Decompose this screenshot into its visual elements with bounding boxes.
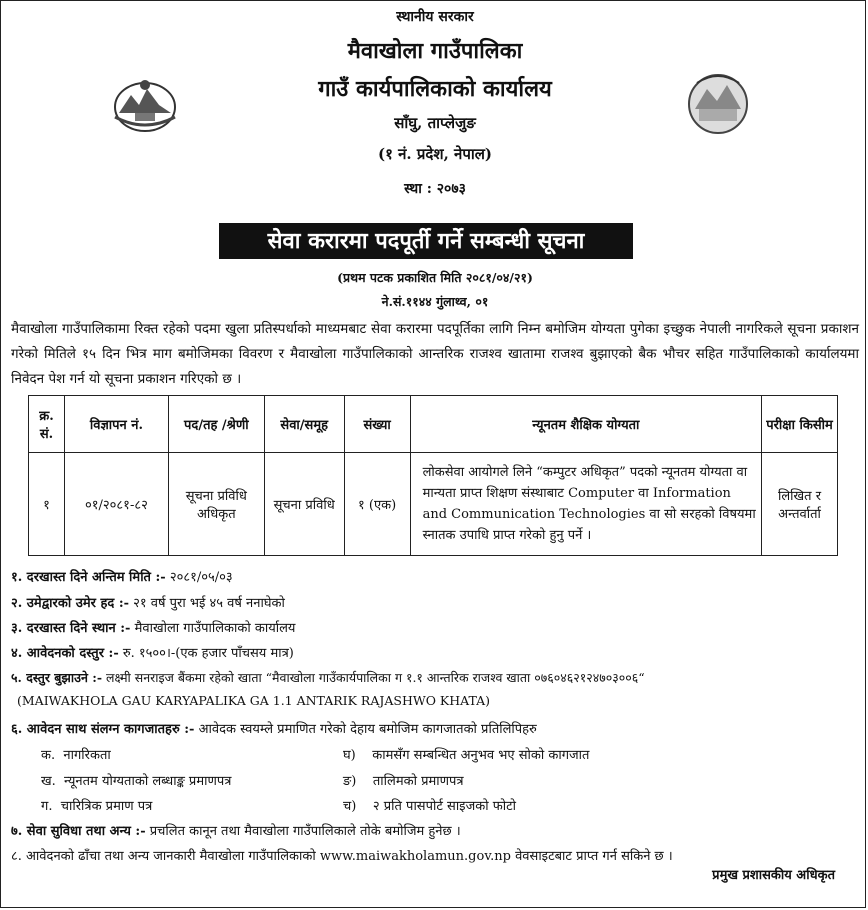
- published-date: (प्रथम पटक प्रकाशित मिति २०८१/०४/२१): [337, 270, 533, 285]
- doc-key: क.: [41, 748, 56, 763]
- doc-item: [343, 771, 464, 789]
- cell-count: १ (एक): [344, 453, 410, 556]
- note-value: प्रचलित कानून तथा मैवाखोला गाउँपालिकाले तोके बमोजिम हुनेछ ।: [145, 824, 461, 839]
- note-payment: [11, 669, 645, 686]
- doc-text: कामसँग सम्बन्धित अनुभव भए सोको कागजात: [372, 748, 590, 763]
- header-province: (१ नं. प्रदेश, नेपाल): [377, 145, 493, 163]
- note-label: ५. दस्तुर बुझाउने :-: [11, 670, 103, 685]
- note-fee: [11, 643, 294, 661]
- vacancy-table: [28, 395, 838, 556]
- note-website: ८. आवेदनको ढाँचा तथा अन्य जानकारी मैवाखोला गाउँपालिकाको www.maiwakholamun.gov.np वेवसाइटबाट प्राप्त गर्न सकिने छ ।: [11, 849, 673, 864]
- doc-text: २ प्रति पासपोर्ट साइजको फोटो: [372, 799, 517, 814]
- doc-text: चारित्रिक प्रमाण पत्र: [60, 799, 153, 814]
- intro-paragraph: मैवाखोला गाउँपालिकामा रिक्त रहेको पदमा खुला प्रतिस्पर्धाको माध्यमबाट सेवा करारमा पदपूर्तिका लागि निम्न बमोजिम योग्यता पुगेका इच्छुक नेपाली नागरिकले सूचना प्रकाशन गरेको मितिले १५ दिन भित्र माग बमोजिमका विवरण र मैवाखोला गाउँपालिकाको आन्तरिक राजश्व खातामा राजश्व बुझाएको बैक भौचर सहित गाउँपालिकाको कार्यालयमा निवेदन पेश गर्न यो सूचना प्रकाशन गरिएको छ ।: [11, 321, 859, 387]
- col-header-exam: परीक्षा किसीम: [762, 396, 838, 453]
- doc-item: [343, 745, 589, 763]
- doc-text: न्यूनतम योग्यताको लब्धाङ्क प्रमाणपत्र: [64, 774, 232, 789]
- note-value: आवेदक स्वयम्ले प्रमाणित गरेको देहाय बमोजिम कागजातको प्रतिलिपिहरु: [194, 722, 537, 737]
- note-value: २१ वर्ष पुरा भई ४५ वर्ष ननाघेको: [129, 596, 285, 611]
- cell-sn: १: [29, 453, 65, 556]
- header-location: साँघु, ताप्लेजुङ: [394, 114, 476, 132]
- note-value: रु. १५००।-(एक हजार पाँचसय मात्र): [118, 646, 294, 661]
- doc-key: ख.: [41, 774, 56, 789]
- col-header-count: संख्या: [344, 396, 410, 453]
- note-facilities: [11, 821, 461, 839]
- doc-key: ग.: [41, 799, 53, 814]
- doc-item: [41, 771, 231, 789]
- doc-text: तालिमको प्रमाणपत्र: [372, 774, 464, 789]
- doc-text: नागरिकता: [63, 748, 111, 763]
- note-documents: [11, 719, 537, 737]
- notice-title-banner: सेवा करारमा पदपूर्ती गर्ने सम्बन्धी सूचना: [219, 223, 633, 259]
- note-deadline: [11, 567, 233, 585]
- col-header-qualification: न्यूनतम शैक्षिक योग्यता: [410, 396, 761, 453]
- doc-item: [41, 796, 152, 814]
- note-place: [11, 618, 295, 636]
- note-value: २०८१/०५/०३: [165, 570, 233, 585]
- note-label: ३. दरखास्त दिने स्थान :-: [11, 621, 131, 636]
- cell-ad-no: ०१/२०८१-८२: [64, 453, 168, 556]
- doc-key: च): [343, 799, 357, 814]
- col-header-sn: क्र. सं.: [29, 396, 65, 453]
- nepal-sambat-date: ने.सं.११४४ गुंलाथ्व, ०१: [381, 294, 489, 309]
- table-row: [29, 453, 838, 556]
- note-value: लक्ष्मी सनराइज बैंकमा रहेको खाता “मैवाखोला गाउँकार्यपालिका ग १.१ आन्तरिक राजश्व खाता ०७६०४६२१२४७०३००६“: [102, 670, 645, 685]
- col-header-ad-no: विज्ञापन नं.: [64, 396, 168, 453]
- doc-key: घ): [343, 748, 356, 763]
- table-header-row: [29, 396, 838, 453]
- header-local-government: स्थानीय सरकार: [396, 9, 474, 25]
- header-municipality-name: मैवाखोला गाउँपालिका: [347, 38, 523, 64]
- note-label: ६. आवेदन साथ संलग्न कागजातहरु :-: [11, 722, 195, 737]
- note-label: २. उमेद्वारको उमेर हद :-: [11, 596, 130, 611]
- note-account-name: (MAIWAKHOLA GAU KARYAPALIKA GA 1.1 ANTARIK RAJASHWO KHATA): [17, 693, 491, 708]
- note-value: मैवाखोला गाउँपालिकाको कार्यालय: [130, 621, 296, 636]
- doc-item: [343, 796, 516, 814]
- doc-item: [41, 745, 111, 763]
- signature-designation: प्रमुख प्रशासकीय अधिकृत: [712, 868, 835, 883]
- note-label: ४. आवेदनको दस्तुर :-: [11, 646, 119, 661]
- note-label: १. दरखास्त दिने अन्तिम मिति :-: [11, 570, 166, 585]
- header-established: स्था : २०७३: [404, 181, 466, 197]
- note-label: ७. सेवा सुविधा तथा अन्य :-: [11, 824, 146, 839]
- cell-qualification: लोकसेवा आयोगले लिने “कम्पुटर अधिकृत” पदको न्यूनतम योग्यता वा मान्यता प्राप्त शिक्षण संस्थाबाट Computer वा Information and Communication Technologies वा सो सरहको विषयमा स्नातक उपाधि प्राप्त गरेको हुनु पर्ने ।: [410, 453, 761, 556]
- cell-service: सूचना प्रविधि: [264, 453, 344, 556]
- cell-exam: लिखित र अन्तर्वार्ता: [762, 453, 838, 556]
- col-header-service: सेवा/समूह: [264, 396, 344, 453]
- col-header-post: पद/तह /श्रेणी: [168, 396, 264, 453]
- cell-post: सूचना प्रविधि अधिकृत: [168, 453, 264, 556]
- note-age-limit: [11, 593, 285, 611]
- header-office-name: गाउँ कार्यपालिकाको कार्यालय: [318, 76, 552, 102]
- doc-key: ङ): [343, 774, 357, 789]
